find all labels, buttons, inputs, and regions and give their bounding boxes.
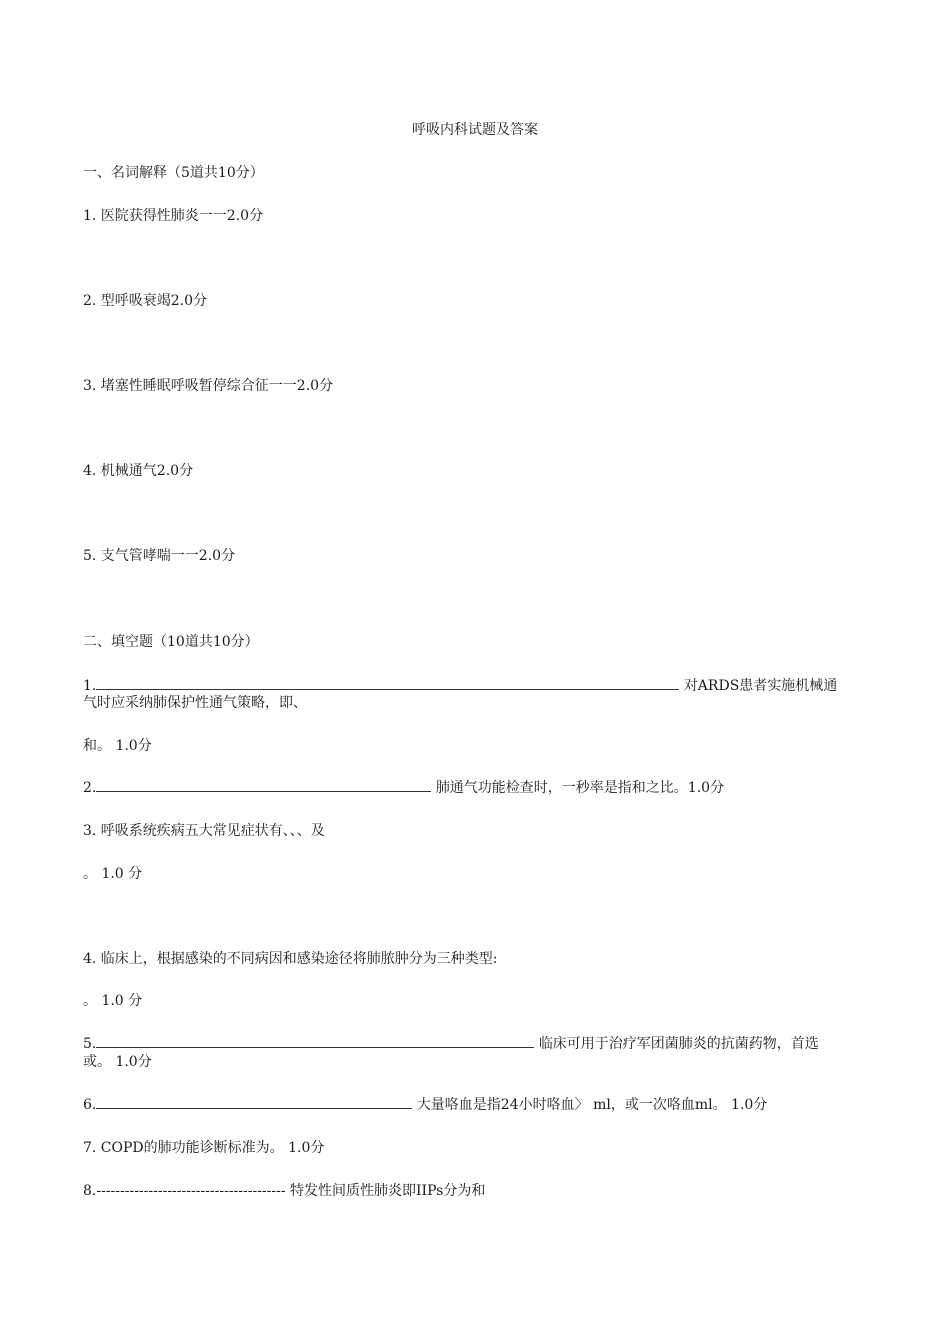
question-number: 2.	[83, 780, 97, 796]
question-text: 临床可用于治疗军团菌肺炎的抗菌药物，首选	[538, 1036, 819, 1052]
term-item-4: 4. 机械通气2.0分	[83, 463, 194, 479]
section2-heading: 二、填空题（10道共10分）	[83, 634, 259, 650]
term-item-1: 1. 医院获得性肺炎一一2.0分	[83, 208, 264, 224]
answer-blank	[96, 1096, 412, 1109]
answer-blank	[96, 779, 431, 792]
fill-question-6	[83, 1096, 767, 1114]
fill-question-4: 4. 临床上，根据感染的不同病因和感染途径将肺脓肿分为三种类型:	[83, 951, 498, 967]
fill-question-3: 3. 呼吸系统疾病五大常见症状有、、、及	[83, 823, 325, 839]
question-text: 大量咯血是指24小时咯血〉 ml，或一次咯血ml。 1.0分	[416, 1097, 768, 1113]
fill-question-1-line3: 和。 1.0分	[83, 738, 152, 754]
question-number: 5.	[83, 1036, 97, 1052]
term-item-5: 5. 支气管哮喘一一2.0分	[83, 548, 236, 564]
fill-question-2	[83, 779, 724, 797]
term-item-2: 2. 型呼吸衰竭2.0分	[83, 293, 208, 309]
fill-question-8	[83, 1182, 485, 1200]
dashed-blank: ----------------------------------------	[96, 1183, 286, 1199]
fill-question-5	[83, 1035, 819, 1053]
question-text: 对ARDS患者实施机械通	[683, 678, 838, 694]
fill-question-4-line2: 。 1.0 分	[83, 993, 143, 1009]
answer-blank	[96, 677, 679, 690]
question-number: 1.	[83, 678, 97, 694]
question-number: 8.	[83, 1183, 97, 1199]
question-text: 肺通气功能检查时，一秒率是指和之比。1.0分	[435, 780, 725, 796]
fill-question-3-line2: 。 1.0 分	[83, 866, 143, 882]
fill-question-1	[83, 677, 837, 695]
fill-question-7: 7. COPD的肺功能诊断标准为。 1.0分	[83, 1140, 325, 1156]
term-item-3: 3. 堵塞性睡眠呼吸暂停综合征一一2.0分	[83, 378, 334, 394]
section1-heading: 一、名词解释（5道共10分）	[83, 165, 264, 181]
fill-question-1-line2: 气时应采纳肺保护性通气策略，即、	[83, 695, 307, 711]
answer-blank	[96, 1035, 534, 1048]
page-title: 呼吸内科试题及答案	[412, 122, 538, 138]
question-number: 6.	[83, 1097, 97, 1113]
question-text: 特发性间质性肺炎即IIPs分为和	[290, 1183, 486, 1199]
fill-question-5-line2: 或。 1.0分	[83, 1054, 152, 1070]
